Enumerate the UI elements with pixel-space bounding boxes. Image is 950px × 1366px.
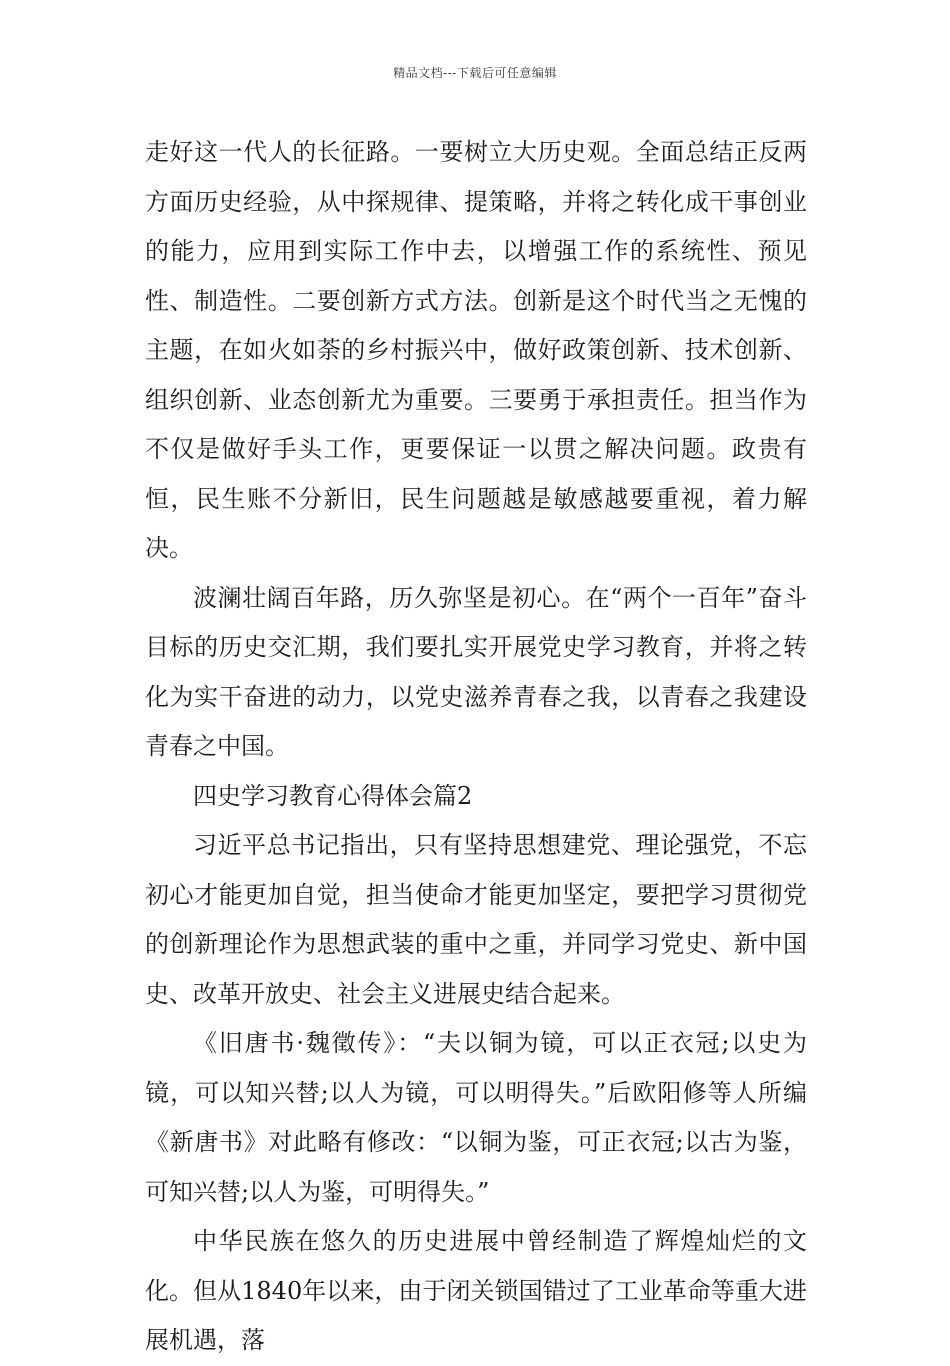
- page-header: 精品文档---下载后可任意编辑: [393, 66, 557, 80]
- paragraph: 走好这一代人的长征路。一要树立大历史观。全面总结正反两方面历史经验，从中探规律、提策略，并将之转化成干事创业的能力，应用到实际工作中去，以增强工作的系统性、预见性、制造性。二要创新方式方法。创新是这个时代当之无愧的主题，在如火如荼的乡村振兴中，做好政策创新、技术创新、组织创新、业态创新尤为重要。三要勇于承担责任。担当作为不仅是做好手头工作，更要保证一以贯之解决问题。政贵有恒，民生账不分新旧，民生问题越是敏感越要重视，着力解决。: [145, 138, 807, 562]
- paragraph: 中华民族在悠久的历史进展中曾经制造了辉煌灿烂的文化。但从1840年以来，由于闭关锁国错过了工业革命等重大进展机遇，落: [145, 1227, 807, 1354]
- document-body: [145, 128, 807, 1366]
- paragraph: 波澜壮阔百年路，历久弥坚是初心。在“两个一百年”奋斗目标的历史交汇期，我们要扎实开展党史学习教育，并将之转化为实干奋进的动力，以党史滋养青春之我，以青春之我建设青春之中国。: [145, 583, 807, 760]
- section-heading: 四史学习教育心得体会篇2: [193, 781, 473, 810]
- quote-paragraph: 《旧唐书·魏徵传》：“夫以铜为镜，可以正衣冠;以史为镜，可以知兴替;以人为镜，可以明得失。”后欧阳修等人所编《新唐书》对此略有修改：“以铜为鉴，可正衣冠;以古为鉴，可知兴替;以人为鉴，可明得失。”: [145, 1029, 807, 1206]
- paragraph: 习近平总书记指出，只有坚持思想建党、理论强党，不忘初心才能更加自觉，担当使命才能更加坚定，要把学习贯彻党的创新理论作为思想武装的重中之重，并同学习党史、新中国史、改革开放史、社会主义进展史结合起来。: [145, 831, 807, 1008]
